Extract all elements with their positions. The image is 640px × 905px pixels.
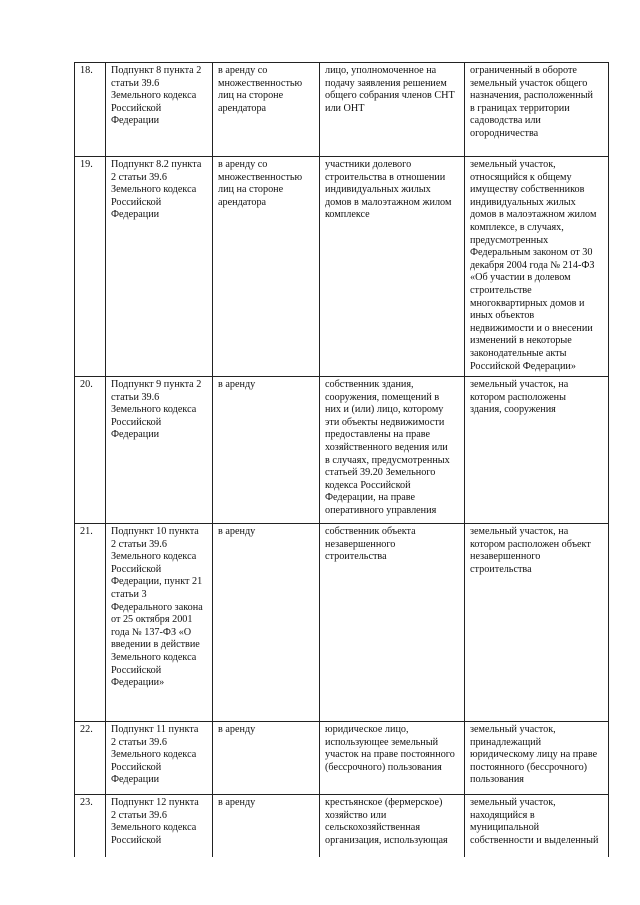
- provision-type: в аренду со множественностью лиц на стороне арендатора: [213, 63, 320, 157]
- legal-basis: Подпункт 8.2 пункта 2 статьи 39.6 Земельного кодекса Российской Федерации: [106, 157, 213, 377]
- provision-type: в аренду: [213, 795, 320, 857]
- table-row: [75, 524, 609, 722]
- legal-basis: Подпункт 12 пункта 2 статьи 39.6 Земельного кодекса Российской: [106, 795, 213, 857]
- row-number: 22.: [75, 722, 106, 795]
- applicant: крестьянское (фермерское) хозяйство или сельскохозяйственная организация, использующая: [320, 795, 465, 857]
- table-row: [75, 377, 609, 524]
- applicant: собственник объекта незавершенного строительства: [320, 524, 465, 722]
- land-provision-table: [74, 62, 609, 857]
- row-number: 21.: [75, 524, 106, 722]
- provision-type: в аренду: [213, 377, 320, 524]
- land-plot: ограниченный в обороте земельный участок общего назначения, расположенный в границах территории садоводства или огородничества: [465, 63, 609, 157]
- table-row: [75, 722, 609, 795]
- row-number: 23.: [75, 795, 106, 857]
- land-plot: земельный участок, находящийся в муниципальной собственности и выделенный: [465, 795, 609, 857]
- table-row: [75, 63, 609, 157]
- applicant: юридическое лицо, использующее земельный участок на праве постоянного (бессрочного) пользования: [320, 722, 465, 795]
- provision-type: в аренду со множественностью лиц на стороне арендатора: [213, 157, 320, 377]
- table-row: [75, 157, 609, 377]
- land-plot: земельный участок, относящийся к общему имуществу собственников индивидуальных жилых домов в малоэтажном жилом комплексе, в случаях, предусмотренных Федеральным законом от 30 декабря 2004 года № 214-ФЗ «Об участии в долевом строительстве многоквартирных домов и иных объектов недвижимости и о внесении изменений в некоторые законодательные акты Российской Федерации»: [465, 157, 609, 377]
- legal-basis: Подпункт 9 пункта 2 статьи 39.6 Земельного кодекса Российской Федерации: [106, 377, 213, 524]
- land-plot: земельный участок, на котором расположены здания, сооружения: [465, 377, 609, 524]
- row-number: 20.: [75, 377, 106, 524]
- legal-basis: Подпункт 11 пункта 2 статьи 39.6 Земельного кодекса Российской Федерации: [106, 722, 213, 795]
- provision-type: в аренду: [213, 524, 320, 722]
- legal-basis: Подпункт 8 пункта 2 статьи 39.6 Земельного кодекса Российской Федерации: [106, 63, 213, 157]
- legal-basis: Подпункт 10 пункта 2 статьи 39.6 Земельного кодекса Российской Федерации, пункт 21 статьи 3 Федерального закона от 25 октября 2001 года № 137-ФЗ «О введении в действие Земельного кодекса Российской Федерации»: [106, 524, 213, 722]
- provision-type: в аренду: [213, 722, 320, 795]
- applicant: участники долевого строительства в отношении индивидуальных жилых домов в малоэтажном жилом комплексе: [320, 157, 465, 377]
- land-plot: земельный участок, принадлежащий юридическому лицу на праве постоянного (бессрочного) пользования: [465, 722, 609, 795]
- row-number: 18.: [75, 63, 106, 157]
- table-row: [75, 795, 609, 857]
- applicant: собственник здания, сооружения, помещений в них и (или) лицо, которому эти объекты недвижимости предоставлены на праве хозяйственного ведения или в случаях, предусмотренных статьей 39.20 Земельного кодекса Российской Федерации, на праве оперативного управления: [320, 377, 465, 524]
- land-plot: земельный участок, на котором расположен объект незавершенного строительства: [465, 524, 609, 722]
- applicant: лицо, уполномоченное на подачу заявления решением общего собрания членов СНТ или ОНТ: [320, 63, 465, 157]
- row-number: 19.: [75, 157, 106, 377]
